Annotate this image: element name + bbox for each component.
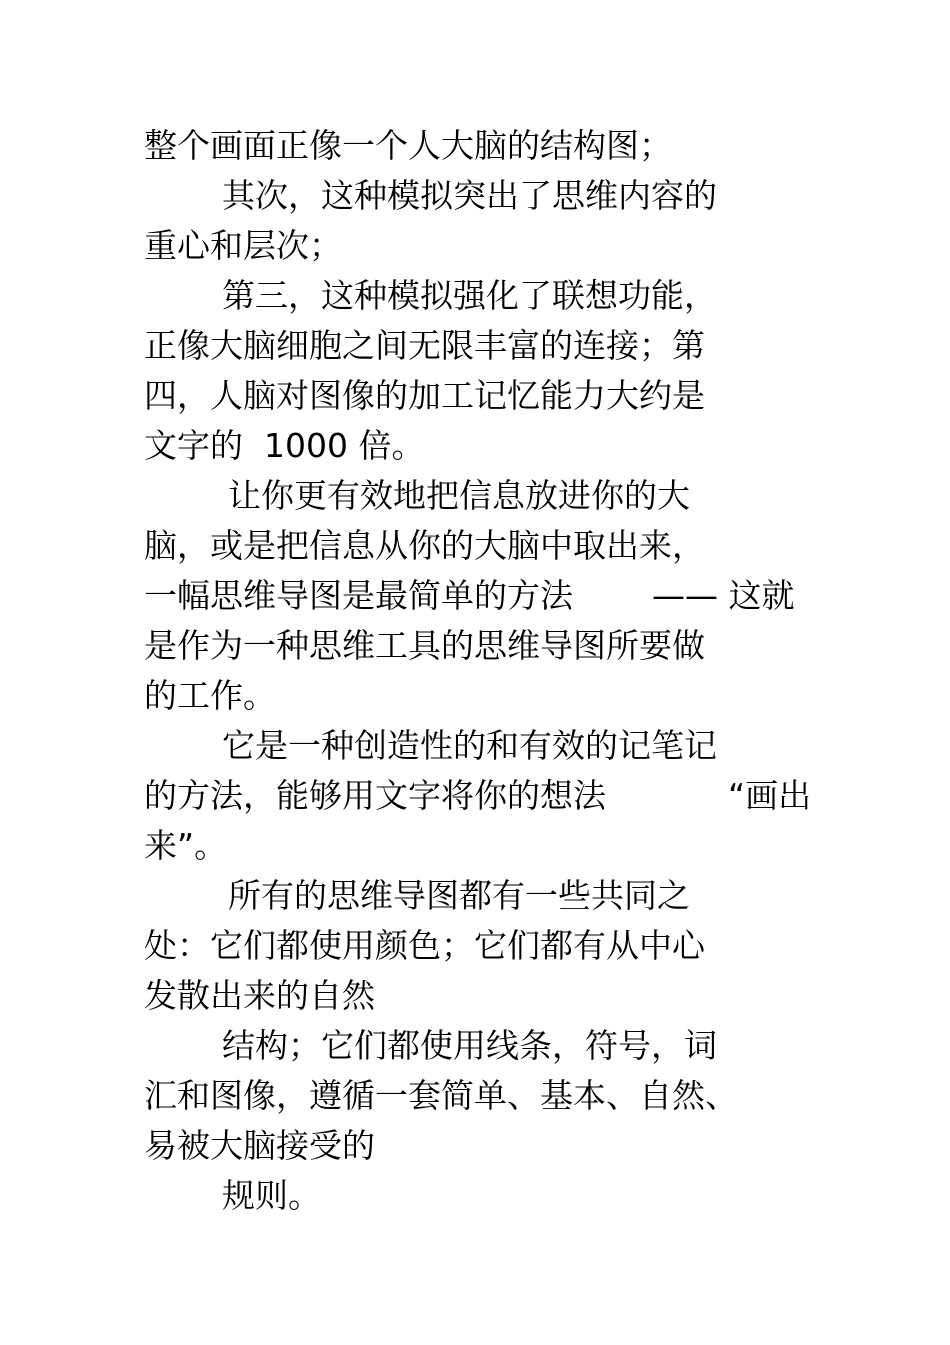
text-line: 易被大脑接受的 xyxy=(144,1126,375,1165)
text-line: 结构；它们都使用线条，符号，词 xyxy=(222,1026,717,1065)
text-line: 整个画面正像一个人大脑的结构图； xyxy=(144,126,672,165)
text-line: 其次，这种模拟突出了思维内容的 xyxy=(222,176,717,215)
text-line: 处：它们都使用颜色；它们都有从中心 xyxy=(144,926,705,965)
text-line: 四，人脑对图像的加工记忆能力大约是 xyxy=(144,376,705,415)
text-line: 汇和图像，遵循一套简单、基本、自然、 xyxy=(144,1076,738,1115)
text-line: 的方法，能够用文字将你的想法 xyxy=(144,776,606,815)
text-line: 正像大脑细胞之间无限丰富的连接；第 xyxy=(144,326,705,365)
text-line-continued: —— 这就 xyxy=(652,576,795,615)
text-line-continued: “画出 xyxy=(728,776,812,815)
text-line: 规则。 xyxy=(222,1176,321,1215)
text-line: 是作为一种思维工具的思维导图所要做 xyxy=(144,626,705,665)
text-line: 它是一种创造性的和有效的记笔记 xyxy=(222,726,717,765)
text-line: 让你更有效地把信息放进你的大 xyxy=(228,476,690,515)
text-line: 一幅思维导图是最简单的方法 xyxy=(144,576,573,615)
text-line: 来”。 xyxy=(144,826,228,865)
text-line: 第三，这种模拟强化了联想功能， xyxy=(222,276,717,315)
text-line: 脑，或是把信息从你的大脑中取出来， xyxy=(144,526,705,565)
text-line: 文字的 1000 倍。 xyxy=(144,426,425,465)
text-line: 所有的思维导图都有一些共同之 xyxy=(228,876,690,915)
text-line: 重心和层次； xyxy=(144,226,342,265)
text-line: 的工作。 xyxy=(144,676,276,715)
text-line: 发散出来的自然 xyxy=(144,976,375,1015)
